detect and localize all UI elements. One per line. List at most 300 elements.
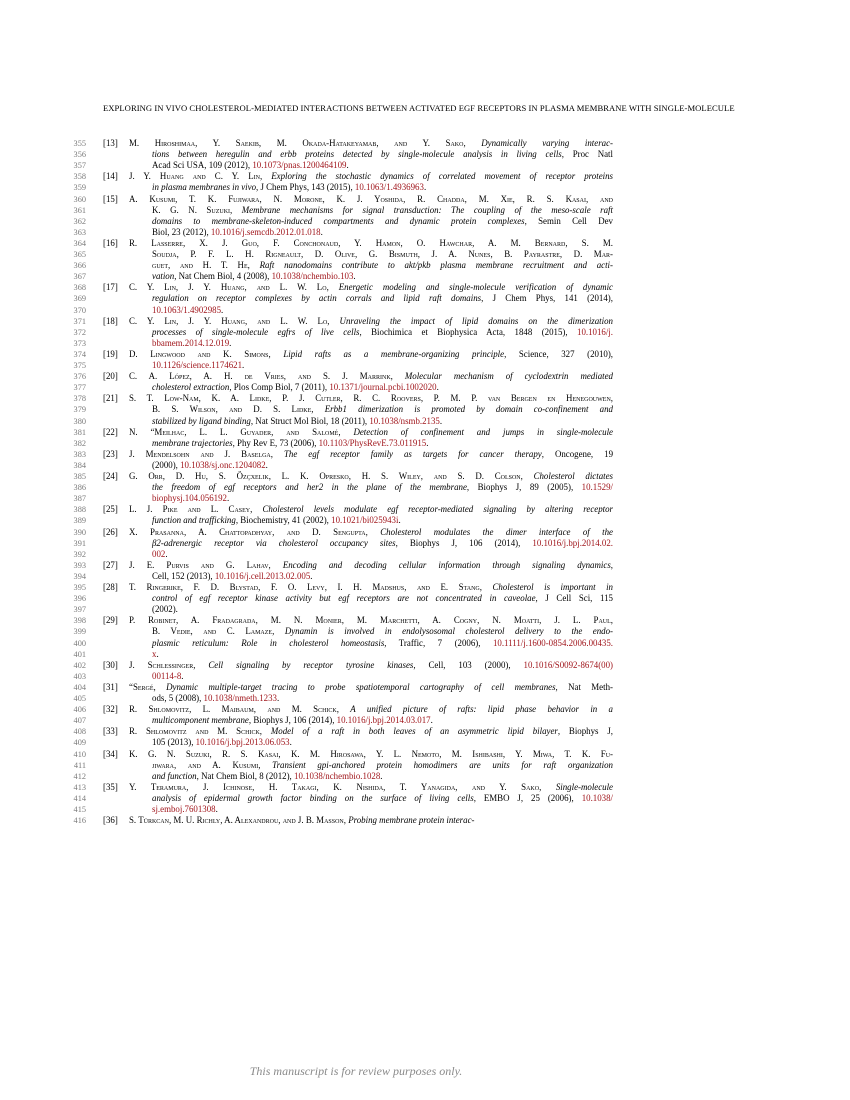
text-segment: . [289,737,292,748]
reference-number: [21] [103,393,118,404]
reference-entry-line [152,804,613,815]
doi-link[interactable]: 10.1529/ [581,482,613,493]
text-segment: , Biochimica et Biophysica Acta, 1848 (2015), [359,326,577,337]
line-number: 407 [73,716,86,726]
line-number: 409 [73,738,86,748]
text-segment: . [320,226,323,237]
reference-authors: C. Y. Lin, J. Y. Huang, and L. W. Lo, [129,282,339,293]
reference-number: [22] [103,426,118,437]
reference-title: tions between heregulin and erbb proteins detected by single-molecule analysis in living cells [152,149,562,160]
reference-entry-start [103,704,613,715]
text-segment: . [310,570,313,581]
reference-title: domains to membrane-skeleton-induced compartments and dynamic protein complexes [152,215,525,226]
line-number: 391 [73,538,86,548]
reference-title: Probing membrane protein interac- [348,815,475,826]
line-number: 369 [73,294,86,304]
reference-entry-line [152,360,613,371]
doi-link[interactable]: 002 [152,548,166,559]
reference-entry-line [152,293,613,304]
reference-title: and function [152,770,197,781]
line-number: 363 [73,227,86,237]
text-segment: 105 (2013), [152,737,196,748]
reference-title: vation [152,271,175,282]
line-number: 416 [73,816,86,826]
reference-title: regulation on receptor complexes by actin corrals and lipid raft domains [152,293,482,304]
reference-authors: J. Mendelsohn and J. Baselga, [129,448,284,459]
reference-authors: B. Vedie, and C. Lamaze, [152,626,285,637]
reference-entry-start [103,194,613,205]
line-number: 399 [73,627,86,637]
reference-authors: C. Y. Lin, J. Y. Huang, and L. W. Lo, [129,315,340,326]
reference-entry-line [152,227,613,238]
line-number: 362 [73,216,86,226]
text-segment: , [610,559,613,570]
reference-entry-line [152,416,613,427]
reference-entry-start [103,682,613,693]
text-segment: . [430,715,433,726]
line-number: 373 [73,338,86,348]
reference-authors: G. Orr, D. Hu, S. Özçxelik, L. K. Opresko, H. S. Wiley, and S. D. Colson, [129,471,534,481]
text-segment: . [226,493,230,504]
reference-authors: “Sergé, [129,681,167,692]
line-number: 397 [73,605,86,615]
reference-number: [13] [103,138,118,148]
reference-number: [15] [103,193,118,204]
text-segment: . [181,670,184,681]
reference-authors: C. A. López, A. H. de Vries, and S. J. Marrink, [129,371,405,382]
reference-title: Exploring the stochastic dynamics of correlated movement of receptor proteins [271,171,613,182]
text-segment: , Cell, 103 (2000), [413,659,524,670]
line-number: 389 [73,516,86,526]
line-number: 372 [73,327,86,337]
line-number: 384 [73,460,86,470]
reference-title: function and trafficking [152,515,236,526]
text-segment: Biol, 23 (2012), [152,226,211,237]
reference-entry-line [152,460,613,471]
reference-entry-start [103,449,613,460]
line-number: 393 [73,560,86,570]
line-number: 371 [73,316,86,326]
reference-number: [31] [103,681,118,692]
reference-entry-line [152,205,613,216]
text-segment: , J Cell Sci, 115 [535,593,613,604]
line-number: 385 [73,472,86,481]
reference-entry-start [103,582,613,593]
text-segment: , Nat Struct Mol Biol, 18 (2011), [250,415,370,426]
text-segment: , Science, 327 (2010), [504,348,613,359]
reference-entry-start [103,471,613,482]
reference-entry-start [103,171,613,182]
text-segment: . [353,271,356,282]
line-number: 368 [73,283,86,293]
reference-entry-line [152,593,613,604]
reference-title: Lipid rafts as a membrane-organizing principle [283,348,505,359]
reference-number: [26] [103,526,118,537]
line-number: 370 [73,305,86,315]
line-number: 415 [73,805,86,814]
reference-authors: R. Lasserre, X. J. Guo, F. Conchonaud, Y. Hamon, O. Hawchar, A. M. Bernard, S. M. [129,237,613,248]
line-number: 388 [73,505,86,515]
reference-entry-start [103,138,613,149]
reference-title: Transient gpi-anchored protein homodimers are units for raft organization [272,759,613,770]
line-number: 378 [73,394,86,404]
text-segment: , EMBO J, 25 (2006), [473,792,582,803]
line-number: 413 [73,782,86,792]
reference-entry-start [103,660,613,671]
text-segment: , Phy Rev E, 73 (2006), [232,437,319,448]
text-segment: (2000), [152,459,181,470]
reference-authors: S. T. Low-Nam, K. A. Lidke, P. J. Cutler, R. C. Roovers, P. M. P. van Bergen en Henegouwen, [129,393,613,404]
doi-link[interactable]: 10.1063/1.4902985 [152,304,222,315]
reference-entry-line [152,715,613,726]
line-number: 382 [73,438,86,448]
reference-authors: L. J. Pike and L. Casey, [129,504,263,515]
reference-authors: Soudja, P. F. L. H. Rigneault, D. Olive, G. Bismuth, J. A. Nunes, B. Payrastre, D. Mar- [152,249,613,259]
reference-number: [28] [103,582,118,592]
reference-title: Membrane mechanisms for signal transduction: The coupling of the meso-scale raft [241,204,613,215]
doi-link[interactable]: 10.1371/journal.pcbi.1002020 [329,382,437,393]
reference-number: [32] [103,704,118,715]
reference-entry-line [152,604,613,615]
reference-authors: guet, and H. T. He, [152,260,260,271]
reference-entry-line [152,493,613,504]
doi-link[interactable]: 10.1038/nchembio.103 [271,271,354,282]
reference-entry-line [152,571,613,582]
reference-title: multicomponent membrane [152,715,249,726]
reference-entry-start [103,560,613,571]
reference-title: Dynamic multiple-target tracing to probe spatiotemporal cartography of cell membranes [166,681,556,692]
text-segment: . [423,182,427,193]
text-segment: , Biochemistry, 41 (2002), [235,515,332,526]
running-header: EXPLORING IN VIVO CHOLESTEROL-MEDIATED INTERACTIONS BETWEEN ACTIVATED EGF RECEPTORS IN PLASMA MEMBRANE WITH SINGLE-MOLECULE [103,103,735,113]
doi-link[interactable]: 10.1016/S0092-8674(00) [523,659,613,670]
line-number: 367 [73,272,86,282]
line-number: 377 [73,383,86,393]
text-segment: . [165,548,168,559]
reference-entry-line [152,338,613,349]
doi-link[interactable]: 10.1038/nchembio.1028 [294,770,381,781]
reference-authors: R. Shlomovitz, L. Maibaum, and M. Schick, [129,704,351,715]
reference-entry-start [103,316,613,327]
reference-authors: jiwara, and A. Kusumi, [152,759,273,770]
reference-authors: N. “Meilhac, L. L. Guyader, and Salomé, [129,426,354,437]
reference-number: [18] [103,315,118,326]
text-segment: , Biophys J, 106 (2014), [395,537,533,548]
text-segment: . [439,415,443,426]
line-number: 412 [73,771,86,781]
reference-number: [14] [103,171,118,182]
reference-title: A unified picture of rafts: lipid phase behavior in a [350,704,613,715]
reference-number: [36] [103,815,118,826]
text-segment: , J Chem Phys, 143 (2015), [256,182,355,193]
doi-link[interactable]: 10.1016/j.bpj.2014.02. [532,537,613,548]
line-number: 396 [73,594,86,604]
reference-entry-start [103,527,613,538]
reference-entry-start [103,615,613,626]
text-segment: , Biophys J, [557,726,614,737]
reference-entry-line [152,249,613,260]
reference-entry-start [103,749,613,760]
text-segment: , J Chem Phys, 141 (2014), [481,293,613,304]
text-segment: , Traffic, 7 (2006), [384,637,493,648]
reference-number: [19] [103,348,118,359]
line-number: 406 [73,705,86,715]
line-number: 403 [73,671,86,681]
line-number: 401 [73,649,86,659]
reference-entry-start [103,238,613,249]
doi-link[interactable]: sj.emboj.7601308 [152,804,216,814]
line-number: 414 [73,793,86,803]
text-segment: . [436,382,439,393]
doi-link[interactable]: 10.1126/science.1174621 [152,360,243,370]
doi-link[interactable]: x [152,648,157,659]
reference-title: the freedom of egf receptors and her2 in the plane of the membrane [152,482,467,493]
reference-authors: J. Schlessinger, [129,659,209,670]
reference-entry-line [152,638,613,649]
reference-authors: J. E. Purvis and G. Lahav, [129,559,283,570]
line-number: 366 [73,261,86,271]
reference-title: Unraveling the impact of lipid domains on the dimerization [339,315,613,326]
reference-title: processes of single-molecule egfrs of live cells [152,326,360,337]
text-segment: ods, 5 (2008), [152,693,204,703]
text-segment: . [380,770,383,781]
text-segment: , Nat Meth- [555,681,613,692]
line-number: 375 [73,361,86,370]
doi-link[interactable]: 10.1038/sj.onc.1204082 [180,459,266,470]
line-number: 410 [73,749,86,759]
text-segment: . [265,459,268,470]
reference-title: Cholesterol modulates the dimer interface of the [380,526,613,537]
reference-title: Dynamin is involved in endolysosomal cholesterol delivery to the endo- [284,626,613,637]
doi-link[interactable]: biophysj.104.056192 [152,493,227,504]
line-number: 398 [73,616,86,626]
reference-authors: P. Robinet, A. Fradagrada, M. N. Monier, M. Marchetti, A. Cogny, N. Moatti, J. L. Paul, [129,615,613,626]
reference-entry-line [152,538,613,549]
reference-authors: B. S. Wilson, and D. S. Lidke, [152,404,325,415]
line-number: 408 [73,727,86,737]
reference-title: Dynamically varying interac- [481,138,613,148]
doi-link[interactable]: 10.1038/nmeth.1233 [203,693,277,703]
reference-entry-line [152,305,613,316]
line-number: 364 [73,238,86,248]
reference-entry-line [152,793,613,804]
reference-title: The egf receptor family as targets for cancer therapy [283,448,542,459]
doi-link[interactable]: 10.1111/j.1600-0854.2006.00435. [492,637,613,648]
line-number: 359 [73,183,86,193]
line-number: 405 [73,694,86,703]
reference-entry-line [152,693,613,704]
reference-authors: K. G. N. Suzuki, R. S. Kasai, K. M. Hirosawa, Y. L. Nemoto, M. Ishibashi, Y. Miwa, T. K. Fu- [129,748,613,759]
text-segment: , Nat Chem Biol, 8 (2012), [196,770,294,781]
doi-link[interactable]: 10.1016/j.bpj.2014.03.017 [336,715,431,726]
line-number: 381 [73,427,86,437]
reference-entry-line [152,482,613,493]
doi-link[interactable]: 10.1063/1.4936963 [354,182,424,193]
text-segment: . [242,360,245,370]
doi-link[interactable]: 10.1016/j.cell.2013.02.005 [214,570,311,581]
reference-entry-line [152,160,613,171]
line-number: 411 [73,760,86,770]
reference-entry-start [103,782,613,793]
reference-authors: J. Y. Huang and C. Y. Lin, [129,171,272,182]
text-segment: . [277,693,280,703]
reference-entry-start [103,282,613,293]
doi-link[interactable]: 10.1038/nsmb.2135 [369,415,440,426]
doi-link[interactable]: bbamem.2014.12.019 [152,337,230,348]
text-segment: , Proc Natl [561,149,613,160]
reference-title: Model of a raft in both leaves of an asymmetric lipid bilayer [270,726,558,737]
reference-title: control of egf receptor kinase activity but egf receptors are not concentrated in caveolae [152,593,536,604]
doi-link[interactable]: 10.1016/j.bpj.2013.06.053 [195,737,290,748]
reference-authors: K. G. N. Suzuki, [152,204,242,215]
reference-authors: D. Lingwood and K. Simons, [129,348,284,359]
reference-number: [23] [103,448,118,459]
reference-authors: S. Türkcan, M. U. Richly, A. Alexandrou, and J. B. Masson, [129,815,349,826]
reference-number: [35] [103,781,118,792]
line-number: 361 [73,205,86,215]
text-segment: . [426,437,429,448]
line-number: 387 [73,494,86,504]
reference-number: [34] [103,748,118,759]
line-number: 394 [73,571,86,581]
reference-title: Cholesterol is important in [492,582,613,592]
line-number: 365 [73,250,86,259]
reference-entry-line [152,216,613,227]
reference-number: [30] [103,659,118,670]
line-number: 395 [73,583,86,592]
line-number: 392 [73,549,86,559]
reference-entry-line [152,271,613,282]
text-segment: . [156,648,159,659]
reference-number: [20] [103,371,118,382]
reference-title: membrane trajectories [152,437,233,448]
reference-number: [27] [103,559,118,570]
text-segment: , Biophys J, 106 (2014), [248,715,337,726]
reference-entry-start [103,726,613,737]
reference-number: [16] [103,237,118,248]
line-number: 400 [73,638,86,648]
reference-title: β2-adrenergic receptor via cholesterol occupancy sites [152,537,396,548]
reference-title: in plasma membranes in vivo [152,182,257,193]
line-number: 360 [73,194,86,204]
reference-authors: T. Ringerike, F. D. Blystad, F. O. Levy, I. H. Madshus, and E. Stang, [129,582,493,592]
reference-title: plasmic reticulum: Role in cholesterol homeostasis [152,637,385,648]
reference-entry-start [103,427,613,438]
text-segment: , Nat Chem Biol, 4 (2008), [174,271,272,282]
reference-authors: A. Kusumi, T. K. Fujiwara, N. Morone, K. J. Yoshida, R. Chadda, M. Xie, R. S. Kasai, and [129,193,613,204]
line-number: 379 [73,405,86,415]
text-segment: . [229,337,232,348]
doi-link[interactable]: 10.1016/j. [577,326,613,337]
reference-entry-line [152,626,613,637]
reference-number: [25] [103,504,118,515]
reference-entry-line [152,149,613,160]
reference-number: [24] [103,471,118,481]
reference-entry-line [152,382,613,393]
doi-link[interactable]: 00114-8 [152,670,182,681]
line-number: 404 [73,682,86,692]
reference-title: Erbb1 dimerization is promoted by domain co-confinement and [324,404,613,415]
line-number: 402 [73,660,86,670]
reference-entry-line [152,549,613,560]
reference-entry-line [152,737,613,748]
text-segment: , Plos Comp Biol, 7 (2011), [229,382,330,393]
line-number: 358 [73,172,86,182]
review-notice: This manuscript is for review purposes only. [249,1064,463,1078]
reference-title: Cholesterol levels modulate egf receptor-mediated signaling by altering receptor [262,504,613,515]
reference-title: Cholesterol dictates [533,471,613,481]
reference-title: Raft nanodomains contribute to akt/pkb plasma membrane recruitment and acti- [259,260,613,271]
doi-link[interactable]: 10.1073/pnas.1200464109 [252,160,347,171]
text-segment: Acad Sci USA, 109 (2012), [152,160,253,171]
doi-link[interactable]: 10.1038/ [581,792,613,803]
line-number: 386 [73,483,86,493]
reference-entry-line [152,649,613,660]
line-number: 383 [73,449,86,459]
reference-title: analysis of epidermal growth factor binding on the surface of living cells [152,792,474,803]
reference-entry-line [152,327,613,338]
reference-entry-line [152,260,613,271]
reference-entry-line [152,760,613,771]
line-number: 390 [73,527,86,537]
reference-title: Cell signaling by receptor tyrosine kinases [208,659,414,670]
text-segment: , Biophys J, 89 (2005), [466,482,582,493]
text-segment: . [221,304,224,315]
reference-title: stabilized by ligand binding [152,415,251,426]
line-number: 376 [73,372,86,382]
reference-entry-line [152,515,613,526]
reference-authors: R. Shlomovitz and M. Schick, [129,726,271,737]
doi-link[interactable]: 10.1103/PhysRevE.73.011915 [318,437,427,448]
text-segment: (2002). [152,604,178,615]
reference-entry-start [103,815,613,826]
reference-entry-start [103,504,613,515]
reference-entry-line [152,671,613,682]
reference-title: Molecular mechanism of cyclodextrin mediated [404,371,613,382]
doi-link[interactable]: 10.1016/j.semcdb.2012.01.018 [210,226,321,237]
text-segment: , Semin Cell Dev [524,215,613,226]
line-number: 356 [73,150,86,160]
reference-authors: Y. Teramura, J. Ichinose, H. Takagi, K. Nishida, T. Yanagida, and Y. Sako, [129,781,556,792]
text-segment: . [215,804,218,814]
text-segment: , Oncogene, 19 [541,448,614,459]
reference-number: [33] [103,726,118,737]
reference-number: [17] [103,282,118,293]
line-number: 374 [73,349,86,359]
text-segment: . [346,160,349,171]
reference-authors: X. Prasanna, A. Chattopadhyay, and D. Sengupta, [129,526,381,537]
reference-title: Energetic modeling and single-molecule verification of dynamic [338,282,613,293]
reference-number: [29] [103,615,118,626]
line-number: 380 [73,416,86,426]
reference-title: cholesterol extraction [152,382,230,393]
reference-authors: M. Hiroshimaa, Y. Saekib, M. Okada-Hatakeyamab, and Y. Sako, [129,138,482,148]
text-segment: . [398,515,401,526]
reference-entry-start [103,371,613,382]
reference-title: Encoding and decoding cellular information through signaling dynamics [282,559,611,570]
reference-entry-line [152,182,613,193]
reference-entry-line [152,438,613,449]
reference-entry-start [103,393,613,404]
reference-entry-start [103,349,613,360]
reference-entry-line [152,404,613,415]
reference-entry-line [152,771,613,782]
line-number: 355 [73,139,86,148]
doi-link[interactable]: 10.1021/bi025943i [331,515,399,526]
reference-title: Detection of confinement and jumps in single-molecule [353,426,613,437]
line-number: 357 [73,161,86,171]
reference-title: Single-molecule [555,781,613,792]
